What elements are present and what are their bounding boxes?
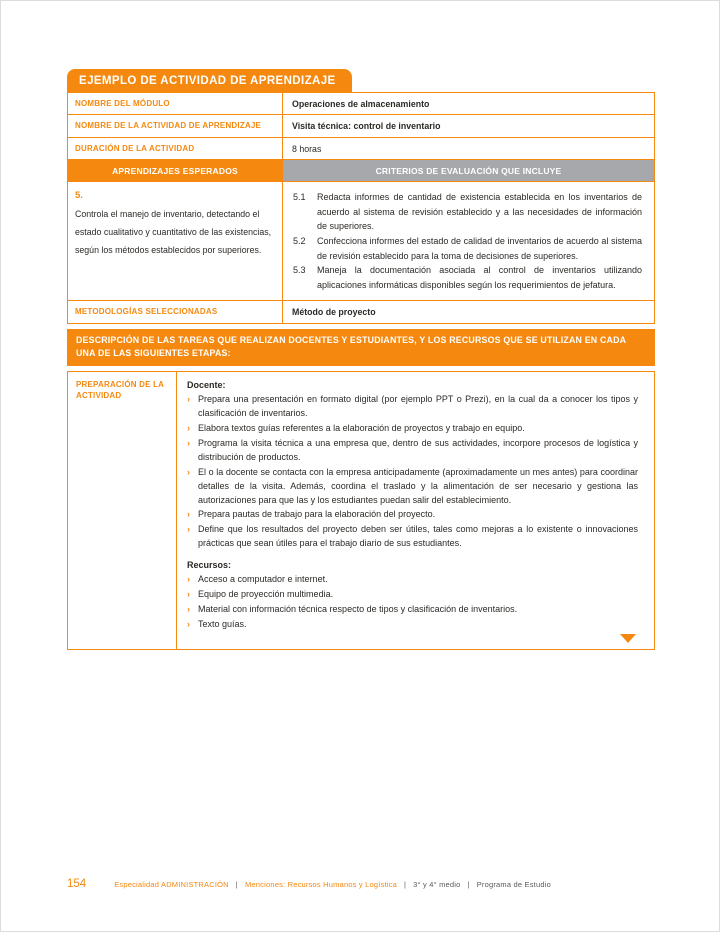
expected-learning-number: 5. bbox=[75, 190, 83, 202]
list-item-text: Prepara pautas de trabajo para la elaboración del proyecto. bbox=[198, 509, 436, 520]
recursos-title: Recursos: bbox=[187, 560, 232, 571]
list-item bbox=[187, 618, 638, 632]
activity-example-section bbox=[67, 69, 655, 650]
list-item-text: Elabora textos guías referentes a la elaboración de proyectos y trabajo en equipo. bbox=[198, 422, 525, 433]
list-item bbox=[187, 393, 638, 421]
list-item bbox=[187, 422, 638, 436]
criteria-number: 5.2 bbox=[293, 236, 306, 246]
duration-label: DURACIÓN DE LA ACTIVIDAD bbox=[68, 138, 283, 159]
list-item bbox=[187, 437, 638, 465]
footer-breadcrumb bbox=[114, 880, 551, 889]
footer-specialty: Especialidad ADMINISTRACIÓN bbox=[114, 880, 229, 889]
page-footer bbox=[67, 878, 657, 890]
chevron-bullet-icon: › bbox=[187, 466, 190, 477]
list-item-text: Programa la visita técnica a una empresa que, dentro de sus actividades, incorpore procesos de logística y distribución de productos. bbox=[198, 437, 638, 462]
activity-name-value: Visita técnica: control de inventario bbox=[292, 121, 441, 132]
methodology-value: Método de proyecto bbox=[292, 307, 376, 318]
list-item-text: Material con información técnica respecto de tipos y clasificación de inventarios. bbox=[198, 604, 518, 615]
preparation-content bbox=[177, 372, 654, 649]
list-item bbox=[187, 523, 638, 551]
expected-learning-header: APRENDIZAJES ESPERADOS bbox=[68, 160, 283, 181]
list-item bbox=[187, 573, 638, 587]
list-item-text: Prepara una presentación en formato digital (por ejemplo PPT o Prezi), en la cual da a conocer los tipos y clasificación de inventarios. bbox=[198, 393, 638, 418]
row-section-headers bbox=[68, 160, 654, 182]
chevron-bullet-icon: › bbox=[187, 422, 190, 433]
preparation-label: PREPARACIÓN DE LA ACTIVIDAD bbox=[68, 372, 177, 649]
criteria-text: Maneja la documentación asociada al control de inventarios utilizando aplicaciones informáticas disponibles según los requerimientos de jefatura. bbox=[317, 265, 642, 290]
list-item bbox=[187, 603, 638, 617]
list-item-text: El o la docente se contacta con la empresa anticipadamente (aproximadamente un mes antes) para coordinar detalles de la visita. Además, coordina el traslado y la alimentación de ser necesario y gestiona las autorizaciones para que las y los estudiantes puedan salir del establecimiento. bbox=[198, 466, 638, 505]
expected-learning-cell bbox=[68, 182, 283, 300]
tasks-description-banner bbox=[67, 329, 655, 366]
row-learning-criteria bbox=[68, 182, 654, 301]
footer-program: Programa de Estudio bbox=[476, 880, 551, 889]
footer-separator: | bbox=[404, 880, 407, 889]
module-name-value: Operaciones de almacenamiento bbox=[292, 99, 430, 109]
duration-value: 8 horas bbox=[292, 143, 322, 154]
footer-mentions: Menciones: Recursos Humanos y Logística bbox=[244, 880, 397, 889]
activity-example-title: EJEMPLO DE ACTIVIDAD DE APRENDIZAJE bbox=[79, 75, 336, 87]
criteria-cell bbox=[283, 182, 654, 300]
list-item-text: Acceso a computador e internet. bbox=[198, 574, 328, 585]
chevron-bullet-icon: › bbox=[187, 619, 190, 630]
continuation-arrow-icon bbox=[620, 634, 636, 643]
preparation-section bbox=[67, 371, 655, 650]
criteria-text: Confecciona informes del estado de calidad de inventarios de acuerdo al sistema de revisión establecido para la toma de decisiones de superiores. bbox=[317, 236, 642, 261]
chevron-bullet-icon: › bbox=[187, 437, 190, 448]
footer-separator: | bbox=[235, 880, 238, 889]
chevron-bullet-icon: › bbox=[187, 589, 190, 600]
row-duracion bbox=[68, 138, 654, 160]
chevron-bullet-icon: › bbox=[187, 509, 190, 520]
tasks-description-text: DESCRIPCIÓN DE LAS TAREAS QUE REALIZAN DOCENTES Y ESTUDIANTES, Y LOS RECURSOS QUE SE UTILIZAN EN CADA UNA DE LAS SIGUIENTES ETAPAS: bbox=[76, 334, 626, 359]
criteria-item bbox=[293, 190, 642, 234]
list-item bbox=[187, 588, 638, 602]
criteria-number: 5.1 bbox=[293, 192, 306, 203]
expected-learning-text: Controla el manejo de inventario, detectando el estado cualitativo y cuantitativo de las existencias, según los métodos establecidos por superiores. bbox=[75, 209, 272, 256]
activity-name-label: NOMBRE DE LA ACTIVIDAD DE APRENDIZAJE bbox=[68, 115, 283, 136]
criteria-text: Redacta informes de cantidad de existencia establecida en los inventarios de acuerdo al sistema de revisión establecido y a las necesidades de información de superiores. bbox=[317, 192, 642, 232]
activity-example-banner bbox=[67, 69, 352, 92]
row-nombre-modulo bbox=[68, 93, 654, 115]
activity-table bbox=[67, 92, 655, 324]
evaluation-criteria-header: CRITERIOS DE EVALUACIÓN QUE INCLUYE bbox=[283, 160, 654, 181]
chevron-bullet-icon: › bbox=[187, 574, 190, 585]
docente-title: Docente: bbox=[187, 379, 226, 390]
list-item-text: Equipo de proyección multimedia. bbox=[198, 589, 334, 600]
list-item-text: Define que los resultados del proyecto deben ser útiles, tales como mejoras a lo existente o innovaciones prácticas que sean útiles para el trabajo diario de sus estudiantes. bbox=[198, 524, 638, 549]
list-item-text: Texto guías. bbox=[198, 619, 247, 630]
criteria-number: 5.3 bbox=[293, 265, 306, 276]
methodology-label: METODOLOGÍAS SELECCIONADAS bbox=[68, 301, 283, 322]
footer-separator: | bbox=[467, 880, 470, 889]
list-item bbox=[187, 466, 638, 508]
list-item bbox=[187, 508, 638, 522]
page-number: 154 bbox=[67, 878, 87, 890]
chevron-bullet-icon: › bbox=[187, 604, 190, 615]
criteria-item bbox=[293, 263, 642, 292]
row-metodologias bbox=[68, 301, 654, 322]
chevron-bullet-icon: › bbox=[187, 393, 190, 404]
row-nombre-actividad bbox=[68, 115, 654, 137]
criteria-item bbox=[293, 234, 642, 263]
module-name-label: NOMBRE DEL MÓDULO bbox=[68, 93, 283, 114]
chevron-bullet-icon: › bbox=[187, 524, 190, 535]
footer-grade: 3° y 4° medio bbox=[413, 880, 461, 889]
